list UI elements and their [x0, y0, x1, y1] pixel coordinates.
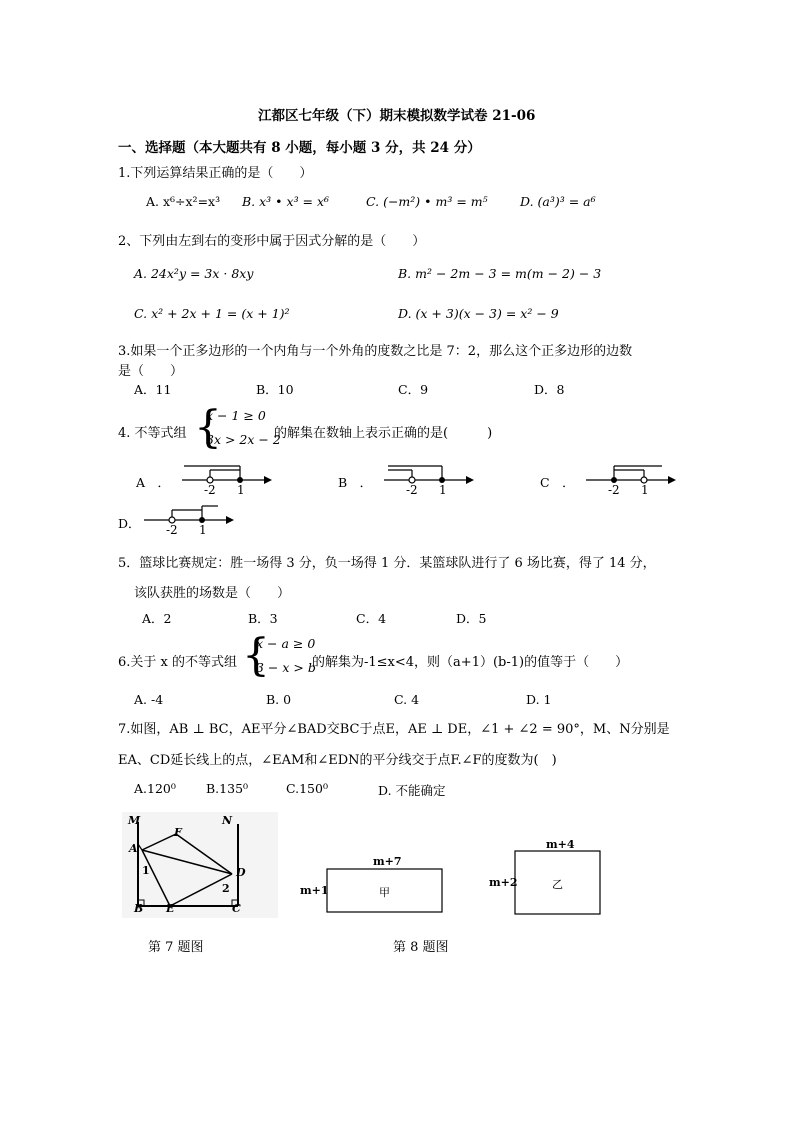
q4-option-d: D．	[118, 516, 141, 531]
q2-stem: 2、下列由左到右的变形中属于因式分解的是（ ）	[118, 234, 426, 249]
q7-option-c: C.150⁰	[286, 781, 328, 796]
q6-suffix: 的解集为-1≤x<4，则（a+1）(b-1)的值等于（ ）	[312, 655, 629, 670]
q1-option-c: C. (−m²) • m³ = m⁵	[366, 194, 488, 209]
q7-option-b: B.135⁰	[206, 781, 249, 796]
number-line-d	[142, 502, 238, 538]
q5-stem-line2: 该队获胜的场数是（ ）	[134, 586, 291, 601]
q5-option-b: B．3	[248, 611, 278, 626]
q5-option-a: A．2	[142, 611, 172, 626]
q4-inequality-2: 3x > 2x − 2	[206, 432, 281, 447]
fig7-label-2: 2	[222, 882, 230, 895]
rect-yi-top-label: m+4	[546, 838, 575, 851]
q3-option-b: B．10	[256, 382, 294, 397]
tick-label-minus2: -2	[406, 483, 418, 497]
fig7-label-f: F	[174, 826, 182, 839]
section-heading: 一、选择题（本大题共有 8 小题，每小题 3 分，共 24 分）	[118, 140, 481, 156]
q6-option-a: A. -4	[134, 692, 164, 707]
fig7-label-n: N	[222, 814, 233, 827]
q4-option-c: C ．	[540, 475, 575, 490]
q5-option-c: C．4	[356, 611, 387, 626]
q4-option-b: B ．	[338, 475, 373, 490]
rect-jia-side-label: m+1	[300, 884, 329, 897]
q6-inequality-1: x − a ≥ 0	[256, 636, 316, 651]
fig7-label-a: A	[129, 842, 138, 855]
q4-suffix: 的解集在数轴上表示正确的是( )	[274, 426, 493, 441]
fig7-label-1: 1	[142, 864, 150, 877]
tick-label-minus2: -2	[608, 483, 620, 497]
q2-option-c: C. x² + 2x + 1 = (x + 1)²	[134, 306, 290, 321]
q5-option-d: D．5	[456, 611, 487, 626]
number-line-a	[180, 460, 276, 500]
q6-option-b: B. 0	[266, 692, 292, 707]
q4-brace: {	[194, 402, 222, 453]
q6-brace: {	[242, 630, 270, 681]
fig7-label-m: M	[128, 814, 141, 827]
q7-option-d: D. 不能确定	[378, 783, 446, 798]
rect-jia-top-label: m+7	[373, 855, 402, 868]
q2-option-b: B. m² − 2m − 3 = m(m − 2) − 3	[398, 266, 602, 281]
q6-inequality-2: 3 − x > b	[256, 660, 316, 675]
q4-option-a: A ．	[136, 475, 171, 490]
q1-option-a: A. x⁶÷x²=x³	[146, 194, 221, 209]
q7-stem-line1: 7.如图，AB ⊥ BC，AE平分∠BAD交BC于点E，AE ⊥ DE，∠1 + ∠2 = 90°，M、N分别是	[118, 722, 670, 737]
figure-8-caption: 第 8 题图	[393, 940, 449, 955]
q7-stem-line2: EA、CD延长线上的点，∠EAM和∠EDN的平分线交于点F.∠F的度数为( )	[118, 753, 557, 768]
tick-label-1: 1	[439, 483, 447, 497]
q5-stem-line1: 5．篮球比赛规定：胜一场得 3 分，负一场得 1 分．某篮球队进行了 6 场比赛，得了 14 分，	[118, 556, 656, 571]
q2-option-d: D. (x + 3)(x − 3) = x² − 9	[398, 306, 559, 321]
q3-stem-line2: 是（ ）	[118, 364, 184, 379]
rect-yi-name: 乙	[552, 878, 563, 891]
q3-option-d: D．8	[534, 382, 565, 397]
q6-prefix: 6.关于 x 的不等式组	[118, 655, 237, 670]
tick-label-minus2: -2	[166, 523, 178, 537]
q3-stem-line1: 3.如果一个正多边形的一个内角与一个外角的度数之比是 7：2，那么这个正多边形的边数	[118, 344, 633, 359]
fig7-label-c: C	[232, 902, 241, 915]
q3-option-a: A．11	[134, 382, 172, 397]
q4-prefix: 4. 不等式组	[118, 426, 187, 441]
q1-option-b: B. x³ • x³ = x⁶	[242, 194, 330, 209]
tick-label-1: 1	[237, 483, 245, 497]
q6-option-d: D. 1	[526, 692, 552, 707]
q4-inequality-1: x − 1 ≥ 0	[206, 408, 266, 423]
number-line-c	[584, 460, 680, 500]
number-line-b	[382, 460, 478, 500]
q3-option-c: C．9	[398, 382, 429, 397]
tick-label-1: 1	[199, 523, 207, 537]
rect-jia-name: 甲	[379, 886, 390, 899]
q2-option-a: A. 24x²y = 3x · 8xy	[134, 266, 254, 281]
page-title: 江都区七年级（下）期末模拟数学试卷 21-06	[258, 108, 536, 124]
rect-yi-side-label: m+2	[489, 876, 518, 889]
tick-label-minus2: -2	[204, 483, 216, 497]
figure-7-caption: 第 7 题图	[148, 940, 204, 955]
fig7-label-b: B	[134, 902, 144, 915]
q1-stem: 1.下列运算结果正确的是（ ）	[118, 166, 313, 181]
fig7-label-d: D	[236, 866, 246, 879]
q7-option-a: A.120⁰	[134, 781, 176, 796]
fig7-label-e: E	[166, 902, 175, 915]
q6-option-c: C. 4	[394, 692, 420, 707]
tick-label-1: 1	[641, 483, 649, 497]
q1-option-d: D. (a³)³ = a⁶	[520, 194, 596, 209]
